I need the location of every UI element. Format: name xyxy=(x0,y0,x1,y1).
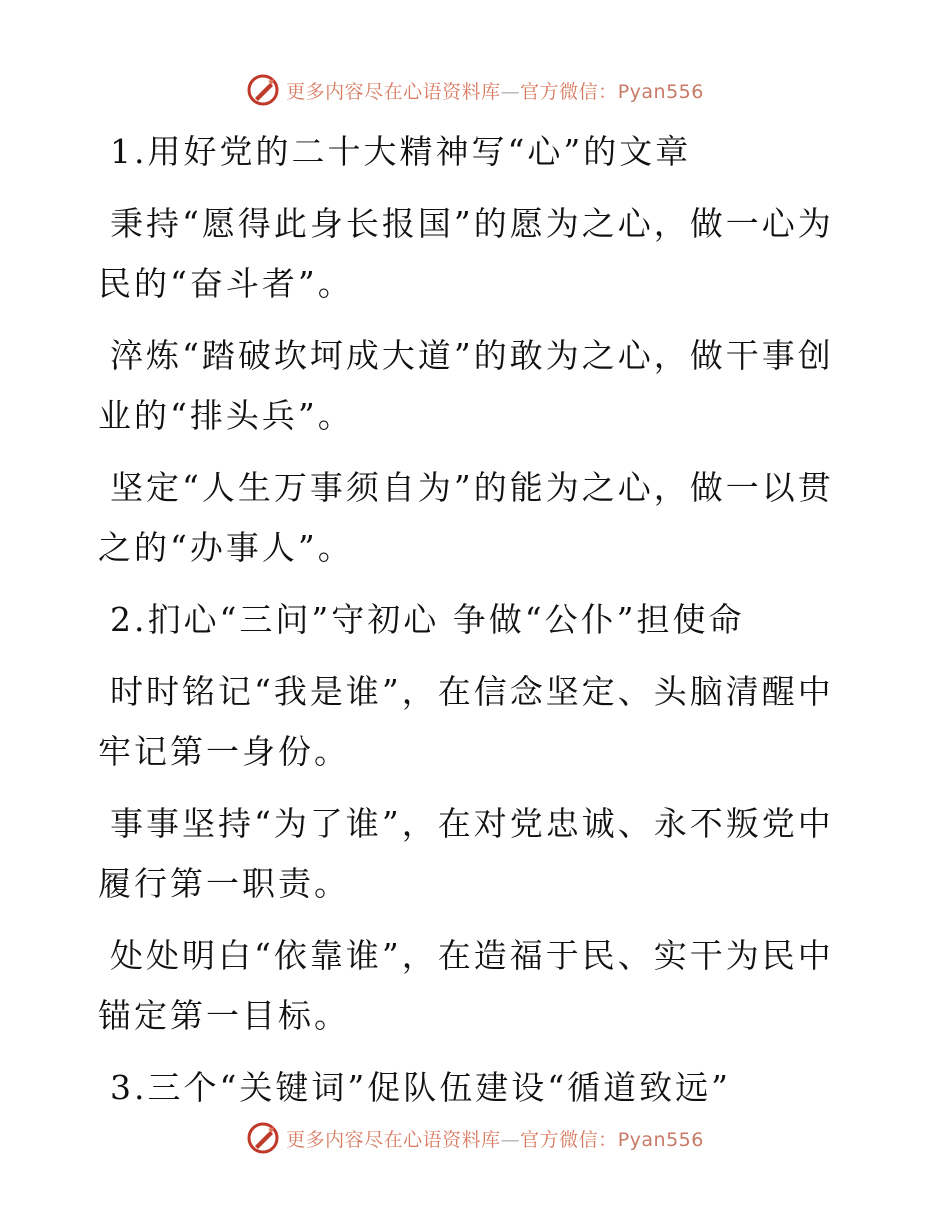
header-watermark-banner xyxy=(0,70,950,110)
document-body xyxy=(98,122,838,1130)
banner-content xyxy=(246,1121,704,1155)
paragraph xyxy=(98,662,838,782)
paragraph-heading-2 xyxy=(98,590,838,650)
paragraph-line: 事事坚持“为了谁”，在对党忠诚、永不叛党中 xyxy=(110,804,834,843)
quill-pen-logo-icon xyxy=(246,73,280,107)
paragraph-heading-1 xyxy=(98,122,838,182)
paragraph xyxy=(98,458,838,578)
banner-separator: — xyxy=(500,80,521,103)
paragraph xyxy=(98,926,838,1046)
heading-line: 1.用好党的二十大精神写“心”的文章 xyxy=(110,132,692,171)
banner-account: Pyan556 xyxy=(617,80,704,103)
banner-account: Pyan556 xyxy=(617,1128,704,1151)
paragraph-heading-3 xyxy=(98,1058,838,1118)
paragraph-line: 履行第一职责。 xyxy=(98,864,350,903)
banner-brand: 更多内容尽在心语资料库 xyxy=(286,80,501,103)
heading-line: 2.扪心“三问”守初心 争做“公仆”担使命 xyxy=(110,600,745,639)
quill-pen-logo-icon xyxy=(246,1121,280,1155)
paragraph-line: 民的“奋斗者”。 xyxy=(98,264,354,303)
paragraph xyxy=(98,326,838,446)
footer-watermark-banner xyxy=(0,1118,950,1158)
paragraph-line: 秉持“愿得此身长报国”的愿为之心，做一心为 xyxy=(110,204,834,243)
banner-text xyxy=(286,1125,704,1152)
paragraph-line: 牢记第一身份。 xyxy=(98,732,350,771)
banner-brand: 更多内容尽在心语资料库 xyxy=(286,1128,501,1151)
paragraph xyxy=(98,794,838,914)
banner-label: 官方微信： xyxy=(520,1128,618,1151)
paragraph-line: 淬炼“踏破坎坷成大道”的敢为之心，做干事创 xyxy=(110,336,834,375)
paragraph-line: 锚定第一目标。 xyxy=(98,996,350,1035)
banner-text xyxy=(286,77,704,104)
banner-label: 官方微信： xyxy=(520,80,618,103)
banner-content xyxy=(246,73,704,107)
paragraph-line: 处处明白“依靠谁”，在造福于民、实干为民中 xyxy=(110,936,834,975)
banner-separator: — xyxy=(500,1128,521,1151)
paragraph-line: 坚定“人生万事须自为”的能为之心，做一以贯 xyxy=(110,468,834,507)
paragraph-line: 业的“排头兵”。 xyxy=(98,396,354,435)
paragraph-line: 之的“办事人”。 xyxy=(98,528,354,567)
heading-line: 3.三个“关键词”促队伍建设“循道致远” xyxy=(110,1068,731,1107)
paragraph xyxy=(98,194,838,314)
paragraph-line: 时时铭记“我是谁”，在信念坚定、头脑清醒中 xyxy=(110,672,834,711)
